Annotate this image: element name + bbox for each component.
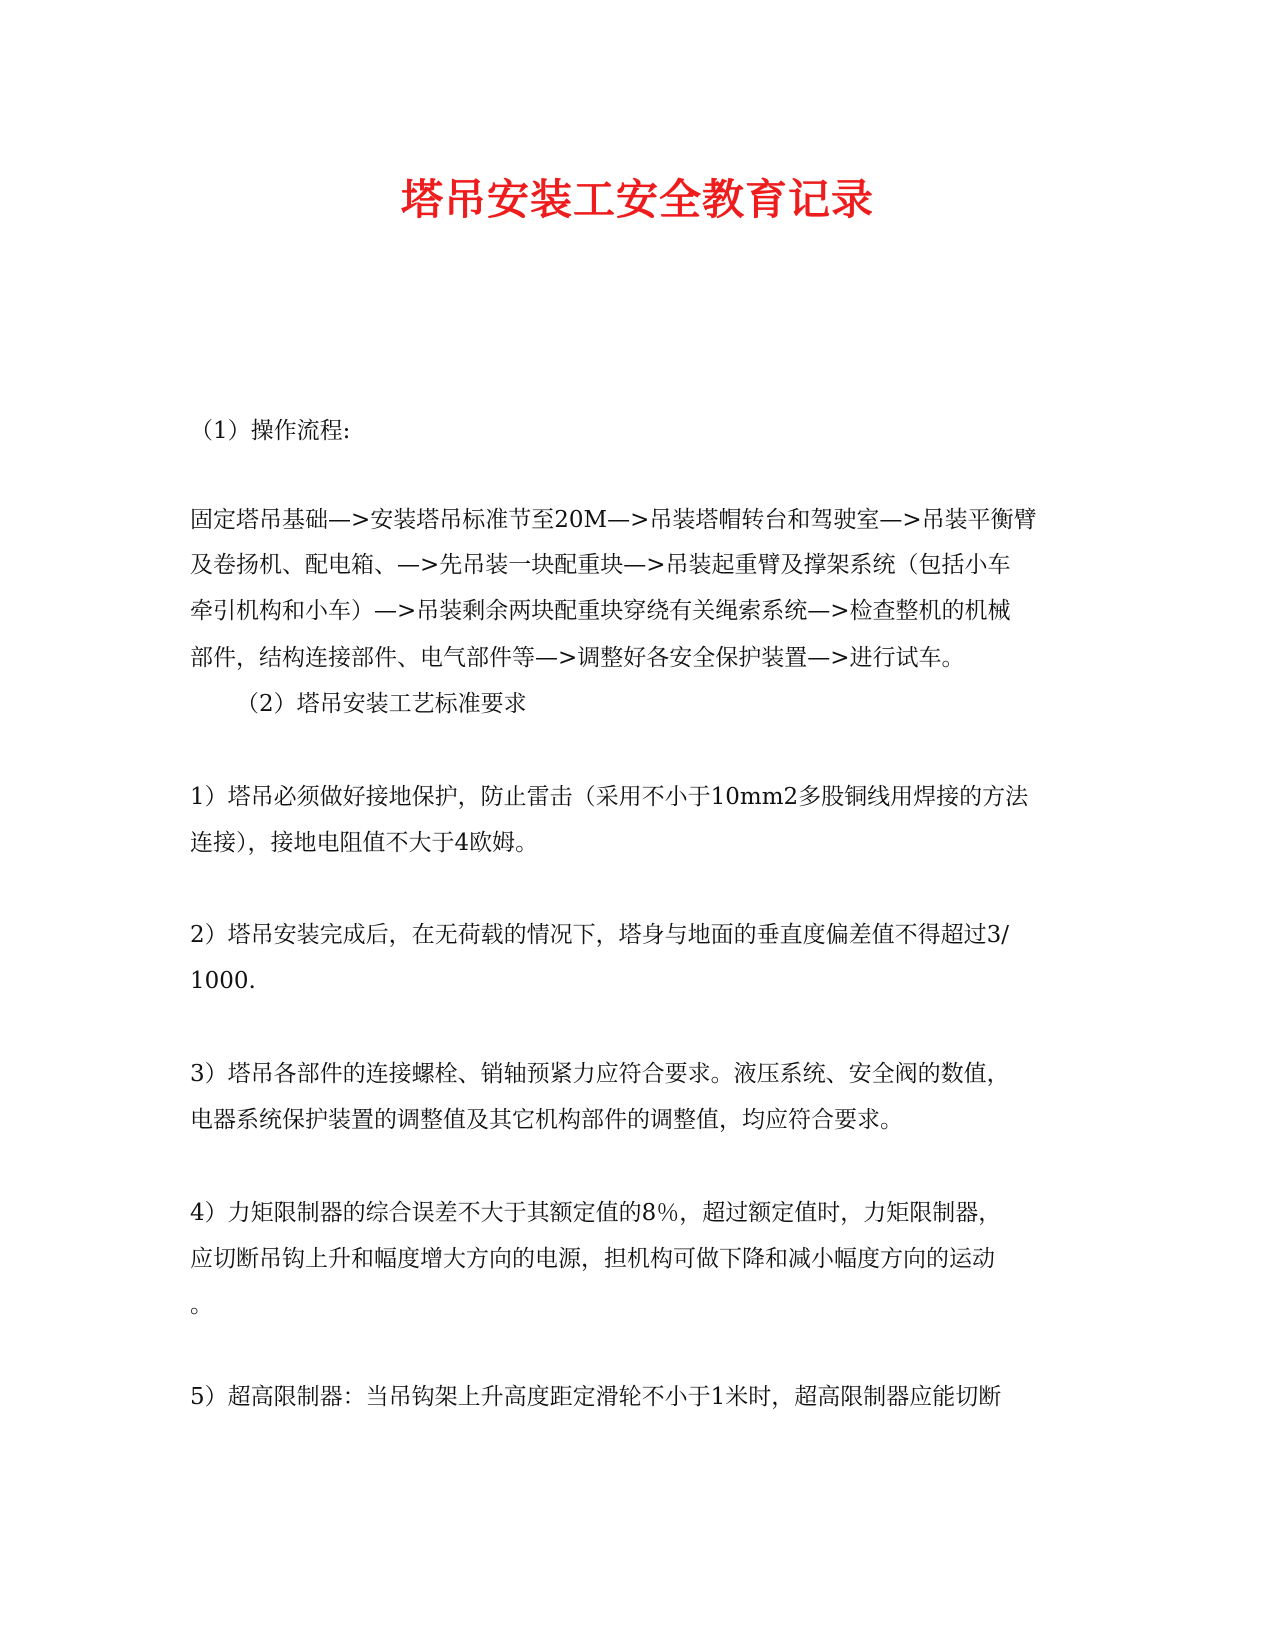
section1-line: 及卷扬机、配电箱、—>先吊装一块配重块—>吊装起重臂及撑架系统（包括小车 — [190, 552, 1011, 578]
section2-heading: （2）塔吊安装工艺标准要求 — [236, 691, 527, 717]
item5-line: 5）超高限制器：当吊钩架上升高度距定滑轮不小于1米时，超高限制器应能切断 — [190, 1384, 1002, 1410]
item1-line: 1）塔吊必须做好接地保护，防止雷击（采用不小于10mm2多股铜线用焊接的方法 — [190, 784, 1029, 810]
item3-line: 3）塔吊各部件的连接螺栓、销轴预紧力应符合要求。液压系统、安全阀的数值， — [190, 1061, 1010, 1087]
section1-line: 部件，结构连接部件、电气部件等—>调整好各安全保护装置—>进行试车。 — [190, 645, 965, 671]
section1-line: 固定塔吊基础—>安装塔吊标准节至20M—>吊装塔帽转台和驾驶室—>吊装平衡臂 — [190, 507, 1037, 533]
section1-line: 牵引机构和小车）—>吊装剩余两块配重块穿绕有关绳索系统—>检查整机的机械 — [190, 598, 1011, 624]
item1-line: 连接），接地电阻值不大于4欧姆。 — [190, 830, 539, 856]
item2-line: 2）塔吊安装完成后，在无荷载的情况下，塔身与地面的垂直度偏差值不得超过3/ — [190, 922, 1010, 948]
item3-line: 电器系统保护装置的调整值及其它机构部件的调整值，均应符合要求。 — [190, 1107, 903, 1133]
item4-line: 应切断吊钩上升和幅度增大方向的电源，担机构可做下降和减小幅度方向的运动 — [190, 1246, 995, 1272]
item4-line: 。 — [190, 1292, 213, 1318]
section1-heading: （1）操作流程: — [190, 418, 351, 444]
item4-line: 4）力矩限制器的综合误差不大于其额定值的8％，超过额定值时，力矩限制器， — [190, 1200, 1002, 1226]
item2-line: 1000. — [190, 968, 256, 994]
document-title: 塔吊安装工安全教育记录 — [400, 175, 874, 224]
